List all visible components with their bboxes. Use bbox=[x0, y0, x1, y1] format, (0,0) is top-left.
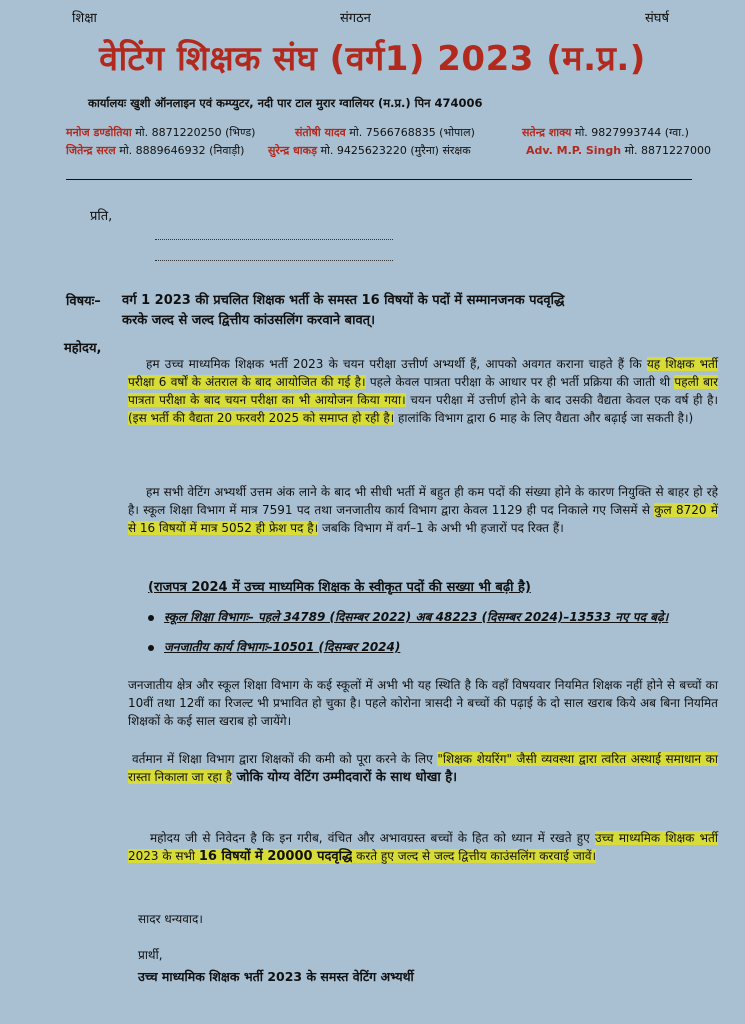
contact-row-1 bbox=[295, 125, 475, 140]
header-divider bbox=[66, 179, 692, 180]
paragraph-vacancies bbox=[128, 483, 718, 537]
highlighted-text: उच्च माध्यमिक शिक्षक भर्ती 2023 के सभी bbox=[128, 831, 718, 863]
paragraph-text: महोदय जी से निवेदन है कि इन गरीब, वंचित और अभावग्रस्त बच्चों के हित को ध्यान में रखते हुए bbox=[150, 831, 595, 845]
contact-row-2 bbox=[66, 143, 244, 158]
motto-organization: संगठन bbox=[340, 11, 371, 26]
closing-thanks: सादर धन्यवाद। bbox=[138, 912, 203, 926]
contact-name: जितेन्द्र सरल bbox=[66, 144, 116, 157]
contact-name: Adv. M.P. Singh bbox=[526, 144, 622, 157]
highlighted-text: करते हुए जल्द से जल्द द्वित्तीय काउंसलिंग करवाई जावें। bbox=[352, 849, 597, 863]
highlighted-text: पहली बार पात्रता परीक्षा के बाद चयन परीक्षा का भी आयोजन किया गया। bbox=[128, 375, 718, 407]
paragraph-text: जोकि योग्य वेटिंग उम्मीदवारों के साथ धोखा है। bbox=[232, 770, 458, 785]
bullet-tribal-affairs bbox=[148, 638, 400, 655]
highlighted-text: कुल 8720 में से 16 विषयों में मात्र 5052 ही फ्रेश पद है। bbox=[128, 503, 719, 535]
paragraph-text: हम उच्च माध्यमिक शिक्षक भर्ती 2023 के चयन परीक्षा उत्तीर्ण अभ्यर्थी हैं, आपको अवगत कराना चाहते हैं कि bbox=[146, 357, 647, 371]
paragraph-text: जबकि विभाग में वर्ग–1 के अभी भी हजारों पद रिक्त हैं। bbox=[318, 521, 564, 535]
paragraph-text: चयन परीक्षा में उत्तीर्ण होने के बाद उसकी वैद्यता केवल एक वर्ष ही है। bbox=[405, 393, 719, 407]
addressee-label: प्रति, bbox=[90, 209, 113, 224]
bullet-school-education bbox=[148, 608, 668, 625]
signature-line: उच्च माध्यमिक शिक्षक भर्ती 2023 के समस्त वेटिंग अभ्यर्थी bbox=[138, 969, 414, 984]
contact-phone: मो. 9827993744 (ग्वा.) bbox=[574, 126, 689, 139]
highlighted-text: यह शिक्षक भर्ती परीक्षा 6 वर्षों के अंतराल के बाद आयोजित की गई है। bbox=[128, 357, 718, 389]
subject-line: करके जल्द से जल्द द्वित्तीय कांउसलिंग करवाने बावत्। bbox=[122, 313, 376, 328]
paragraph-request bbox=[128, 829, 718, 866]
highlighted-text: 16 विषयों में 20000 पदवृद्धि bbox=[198, 849, 353, 864]
bullet-text: स्कूल शिक्षा विभागः– पहले 34789 (दिसम्बर 2022) अब 48223 (दिसम्बर 2024)–13533 नए पद बढ़े। bbox=[164, 610, 669, 624]
paragraph-teacher-sharing bbox=[128, 750, 718, 787]
bullet-dot-icon bbox=[148, 645, 154, 651]
contact-row-1 bbox=[522, 125, 689, 140]
contact-name: सतेन्द्र शाक्य bbox=[522, 126, 572, 139]
contact-phone: मो. 8871227000 bbox=[624, 144, 711, 157]
subject-label: विषयः– bbox=[66, 294, 101, 309]
contact-phone: मो. 8889646932 (निवाड़ी) bbox=[119, 144, 245, 157]
paragraph-text: हम सभी वेटिंग अभ्यर्थी उत्तम अंक लाने के बाद भी सीधी भर्ती में बहुत ही कम पदों की संख्या होने के कारण नियुक्ति से बाहर हो रहे है। स्कूल शिक्षा विभाग में मात्र 7591 पद तथा जनजातीय कार्य विभाग द्वारा केवल 1129 ही पद निकाले गए जिसमें से bbox=[128, 485, 718, 517]
paragraph-text: वर्तमान में शिक्षा विभाग द्वारा शिक्षकों की कमी को पूरा करने के लिए bbox=[132, 752, 438, 766]
contact-phone: मो. 7566768835 (भोपाल) bbox=[349, 126, 475, 139]
contact-phone: मो. 9425623220 (मुरैना) संरक्षक bbox=[320, 144, 471, 157]
bullet-text: जनजातीय कार्य विभागः–10501 (दिसम्बर 2024) bbox=[164, 640, 401, 654]
contact-name: मनोज डण्डोतिया bbox=[66, 126, 132, 139]
paragraph-text: पहले केवल पात्रता परीक्षा के आधार पर ही भर्ती प्रक्रिया की जाती थी bbox=[365, 375, 675, 389]
contact-phone: मो. 8871220250 (भिण्ड) bbox=[135, 126, 256, 139]
motto-education: शिक्षा bbox=[72, 11, 97, 26]
contact-row-2 bbox=[268, 143, 471, 158]
highlighted-text: "शिक्षक शेयरिंग" जैसी व्यवस्था द्वारा त्वरित अस्थाई समाधान का रास्ता निकाला जा रहा है bbox=[128, 752, 718, 784]
addressee-blank-line bbox=[155, 260, 393, 261]
highlighted-text: (इस भर्ती की वैद्यता 20 फरवरी 2025 को समाप्त हो रही है। bbox=[128, 411, 395, 425]
addressee-blank-line bbox=[155, 239, 393, 240]
letterhead-title: वेटिंग शिक्षक संघ (वर्ग1) 2023 (म.प्र.) bbox=[99, 39, 646, 79]
bullet-dot-icon bbox=[148, 615, 154, 621]
subject-text bbox=[122, 291, 682, 331]
applicant-label: प्रार्थी, bbox=[138, 948, 163, 962]
paragraph-text: हालांकि विभाग द्वारा 6 माह के लिए वैद्यता और बढ़ाई जा सकती है।) bbox=[394, 411, 694, 425]
contact-name: सुरेन्द्र धाकड़ bbox=[268, 144, 317, 157]
paragraph-text: जनजातीय क्षेत्र और स्कूल शिक्षा विभाग के कई स्कूलों में अभी भी यह स्थिति है कि वहाँ विषयवार नियमित शिक्षक नहीं होने से बच्चों का 10वीं तथा 12वीं का रिजल्ट भी प्रभावित हो चुका है। पहले कोरोना त्रासदी ने बच्चों की पढ़ाई के दो साल खराब किये अब बिना नियमित शिक्षकों के कई साल खराब हो जायेंगे। bbox=[128, 678, 718, 728]
office-address: कार्यालयः खुशी ऑनलाइन एवं कम्प्युटर, नदी पार टाल मुरार ग्वालियर (म.प्र.) पिन 474006 bbox=[88, 96, 483, 110]
subject-line: वर्ग 1 2023 की प्रचलित शिक्षक भर्ती के समस्त 16 विषयों के पदों में सम्मानजनक पदवृद्धि bbox=[122, 293, 565, 308]
paragraph-impact bbox=[128, 676, 718, 730]
contact-row-1 bbox=[66, 125, 255, 140]
motto-struggle: संघर्ष bbox=[645, 11, 669, 26]
contact-row-2 bbox=[526, 143, 711, 158]
paragraph-intro bbox=[128, 355, 718, 427]
gazette-note: (राजपत्र 2024 में उच्च माध्यमिक शिक्षक के स्वीकृत पदों की सख्या भी बढ़ी है) bbox=[148, 580, 531, 595]
contact-name: संतोषी यादव bbox=[295, 126, 346, 139]
salutation: महोदय, bbox=[64, 341, 102, 356]
